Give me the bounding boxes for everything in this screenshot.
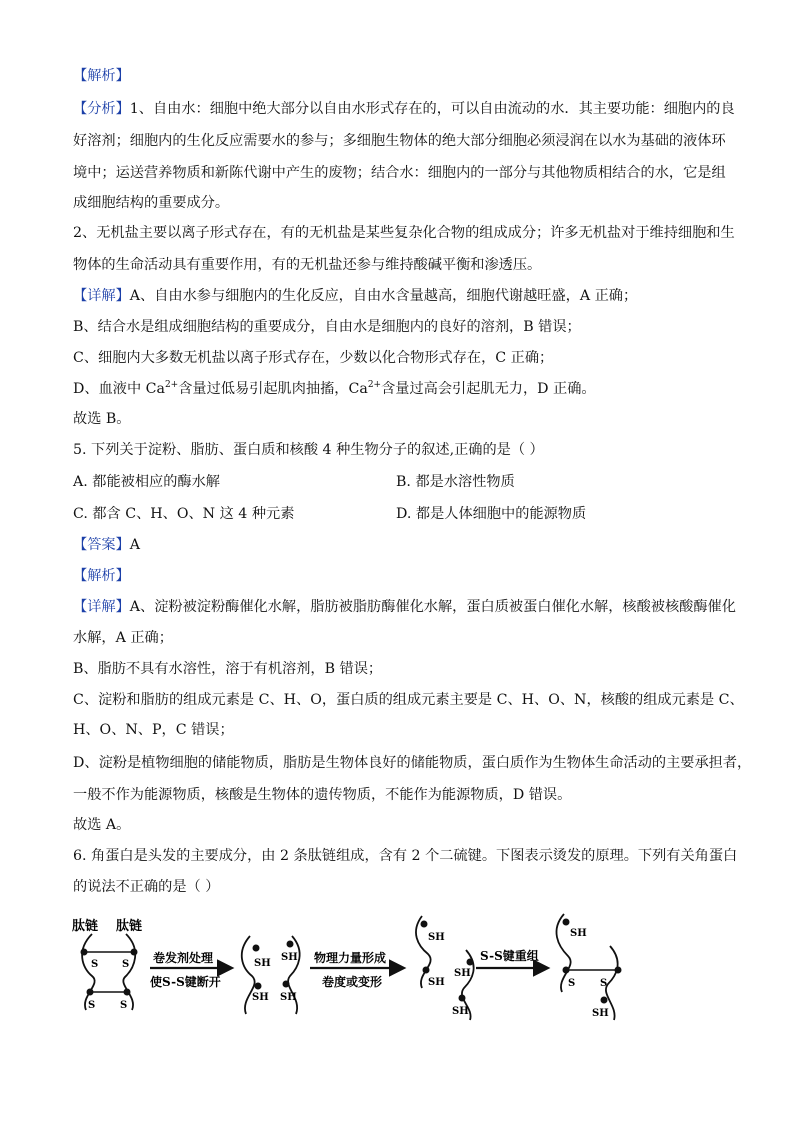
sh-label: SH xyxy=(454,968,471,979)
line-2-text: 1、自由水：细胞中绝大部分以自由水形式存在的，可以自由流动的水．其主要功能：细胞内的良 xyxy=(129,101,735,117)
line-11-b: 含量过低易引起肌肉抽搐，Ca xyxy=(178,381,368,397)
xiangjie-tag-2: 【详解】 xyxy=(73,599,130,615)
sh-label: SH xyxy=(592,1008,609,1019)
q5-option-d: D. 都是人体细胞中的能源物质 xyxy=(396,506,587,522)
sh-label: SH xyxy=(280,992,297,1003)
s-label: S xyxy=(568,978,576,989)
question-6-line-1: 6. 角蛋白是头发的主要成分，由 2 条肽链组成，含有 2 个二硫键。下图表示烫发的原理。下列有关角蛋白 xyxy=(73,848,738,864)
q5-option-a: A. 都能被相应的酶水解 xyxy=(73,474,220,490)
line-1 xyxy=(73,66,130,86)
atom-dot xyxy=(255,983,262,990)
ca-charge-1: 2+ xyxy=(164,380,179,390)
analysis-tag: 【解析】 xyxy=(73,68,130,84)
atom-dot xyxy=(423,967,430,974)
line-23: D、淀粉是植物细胞的储能物质，脂肪是生物体良好的储能物质，蛋白质作为生物体生命活动的主要承担者， xyxy=(73,755,752,771)
peptide-label-2: 肽链 xyxy=(116,919,143,934)
s-label: S xyxy=(88,1000,96,1011)
line-11-a: D、血液中 Ca xyxy=(73,381,165,397)
answer-line xyxy=(73,535,140,555)
line-12: 故选 B。 xyxy=(73,411,131,427)
atom-dot xyxy=(287,941,294,948)
line-3: 好溶剂；细胞内的生化反应需要水的参与；多细胞生物体的绝大部分细胞必须浸润在以水为基础的液体环 xyxy=(73,133,726,149)
line-21: C、淀粉和脂肪的组成元素是 C、H、O，蛋白质的组成元素主要是 C、H、O、N，核酸的组成元素是 C、 xyxy=(73,692,744,708)
line-7: 物体的生命活动具有重要作用，有的无机盐还参与维持酸碱平衡和渗透压。 xyxy=(73,257,542,273)
s-label: S xyxy=(120,1000,128,1011)
atom-dot xyxy=(124,989,131,996)
atom-dot xyxy=(253,945,260,952)
q5-option-b: B. 都是水溶性物质 xyxy=(396,474,515,490)
line-18-text: A、淀粉被淀粉酶催化水解，脂肪被脂肪酶催化水解，蛋白质被蛋白催化水解，核酸被核酸酶催化 xyxy=(129,599,736,615)
line-22: H、O、N、P，C 错误； xyxy=(73,722,234,738)
line-20: B、脂肪不具有水溶性，溶于有机溶剂，B 错误； xyxy=(73,661,383,677)
line-9: B、结合水是组成细胞结构的重要成分，自由水是细胞内的良好的溶剂，B 错误； xyxy=(73,319,581,335)
line-5: 成细胞结构的重要成分。 xyxy=(73,195,230,211)
atom-dot xyxy=(563,919,570,926)
fenxi-tag: 【分析】 xyxy=(73,101,130,117)
peptide-label-1: 肽链 xyxy=(72,919,99,934)
answer-value: A xyxy=(129,537,141,553)
xiangjie-tag: 【详解】 xyxy=(73,288,130,304)
line-6: 2、无机盐主要以离子形式存在，有的无机盐是某些复杂化合物的组成成分；许多无机盐对于维持细胞和生 xyxy=(73,225,735,241)
arrow-2-label-bottom: 卷度或变形 xyxy=(322,975,383,989)
atom-dot xyxy=(563,967,570,974)
s-label: S xyxy=(122,959,130,970)
line-2 xyxy=(73,99,735,119)
sh-label: SH xyxy=(570,928,587,939)
question-6-line-2: 的说法不正确的是（ ） xyxy=(73,879,220,895)
line-24: 一般不作为能源物质，核酸是生物体的遗传物质，不能作为能源物质，D 错误。 xyxy=(73,787,572,803)
line-8 xyxy=(73,286,637,306)
arrow-2-label-top: 物理力量形成 xyxy=(314,951,387,965)
atom-dot xyxy=(131,949,138,956)
perm-principle-diagram xyxy=(70,910,630,1025)
sh-label: SH xyxy=(428,932,445,943)
atom-dot xyxy=(601,997,608,1004)
line-11 xyxy=(73,379,596,399)
s-label: S xyxy=(91,959,99,970)
analysis-tag-2: 【解析】 xyxy=(73,568,130,584)
sh-label: SH xyxy=(452,1006,469,1017)
atom-dot xyxy=(467,959,474,966)
atom-dot xyxy=(421,921,428,928)
atom-dot xyxy=(87,989,94,996)
line-11-c: 含量过高会引起肌无力，D 正确。 xyxy=(381,381,596,397)
line-4: 境中；运送营养物质和新陈代谢中产生的废物；结合水：细胞内的一部分与其他物质相结合的水，它是组 xyxy=(73,165,726,181)
atom-dot xyxy=(459,995,466,1002)
arrow-3-label: S-S键重组 xyxy=(480,949,539,963)
sh-label: SH xyxy=(252,992,269,1003)
line-25: 故选 A。 xyxy=(73,817,131,833)
arrow-1-label-top: 卷发剂处理 xyxy=(153,951,214,965)
answer-tag: 【答案】 xyxy=(73,537,130,553)
line-19: 水解，A 正确； xyxy=(73,630,173,646)
s-label: S xyxy=(600,978,608,989)
atom-dot xyxy=(283,981,290,988)
line-10: C、细胞内大多数无机盐以离子形式存在，少数以化合物形式存在，C 正确； xyxy=(73,350,554,366)
line-8-text: A、自由水参与细胞内的生化反应，自由水含量越高，细胞代谢越旺盛，A 正确； xyxy=(129,288,638,304)
atom-dot xyxy=(81,949,88,956)
ca-charge-2: 2+ xyxy=(367,380,382,390)
q5-option-c: C. 都含 C、H、O、N 这 4 种元素 xyxy=(73,506,295,522)
sh-label: SH xyxy=(428,977,445,988)
line-18 xyxy=(73,597,736,617)
question-5: 5. 下列关于淀粉、脂肪、蛋白质和核酸 4 种生物分子的叙述,正确的是（ ） xyxy=(73,442,544,458)
line-17 xyxy=(73,566,130,586)
atom-dot xyxy=(615,967,622,974)
peptide-chain-left xyxy=(82,934,95,1010)
sh-label: SH xyxy=(281,952,298,963)
sh-label: SH xyxy=(254,958,271,969)
arrow-1-label-bottom: 使S-S键断开 xyxy=(150,975,221,989)
peptide-chain-right xyxy=(123,934,135,1010)
